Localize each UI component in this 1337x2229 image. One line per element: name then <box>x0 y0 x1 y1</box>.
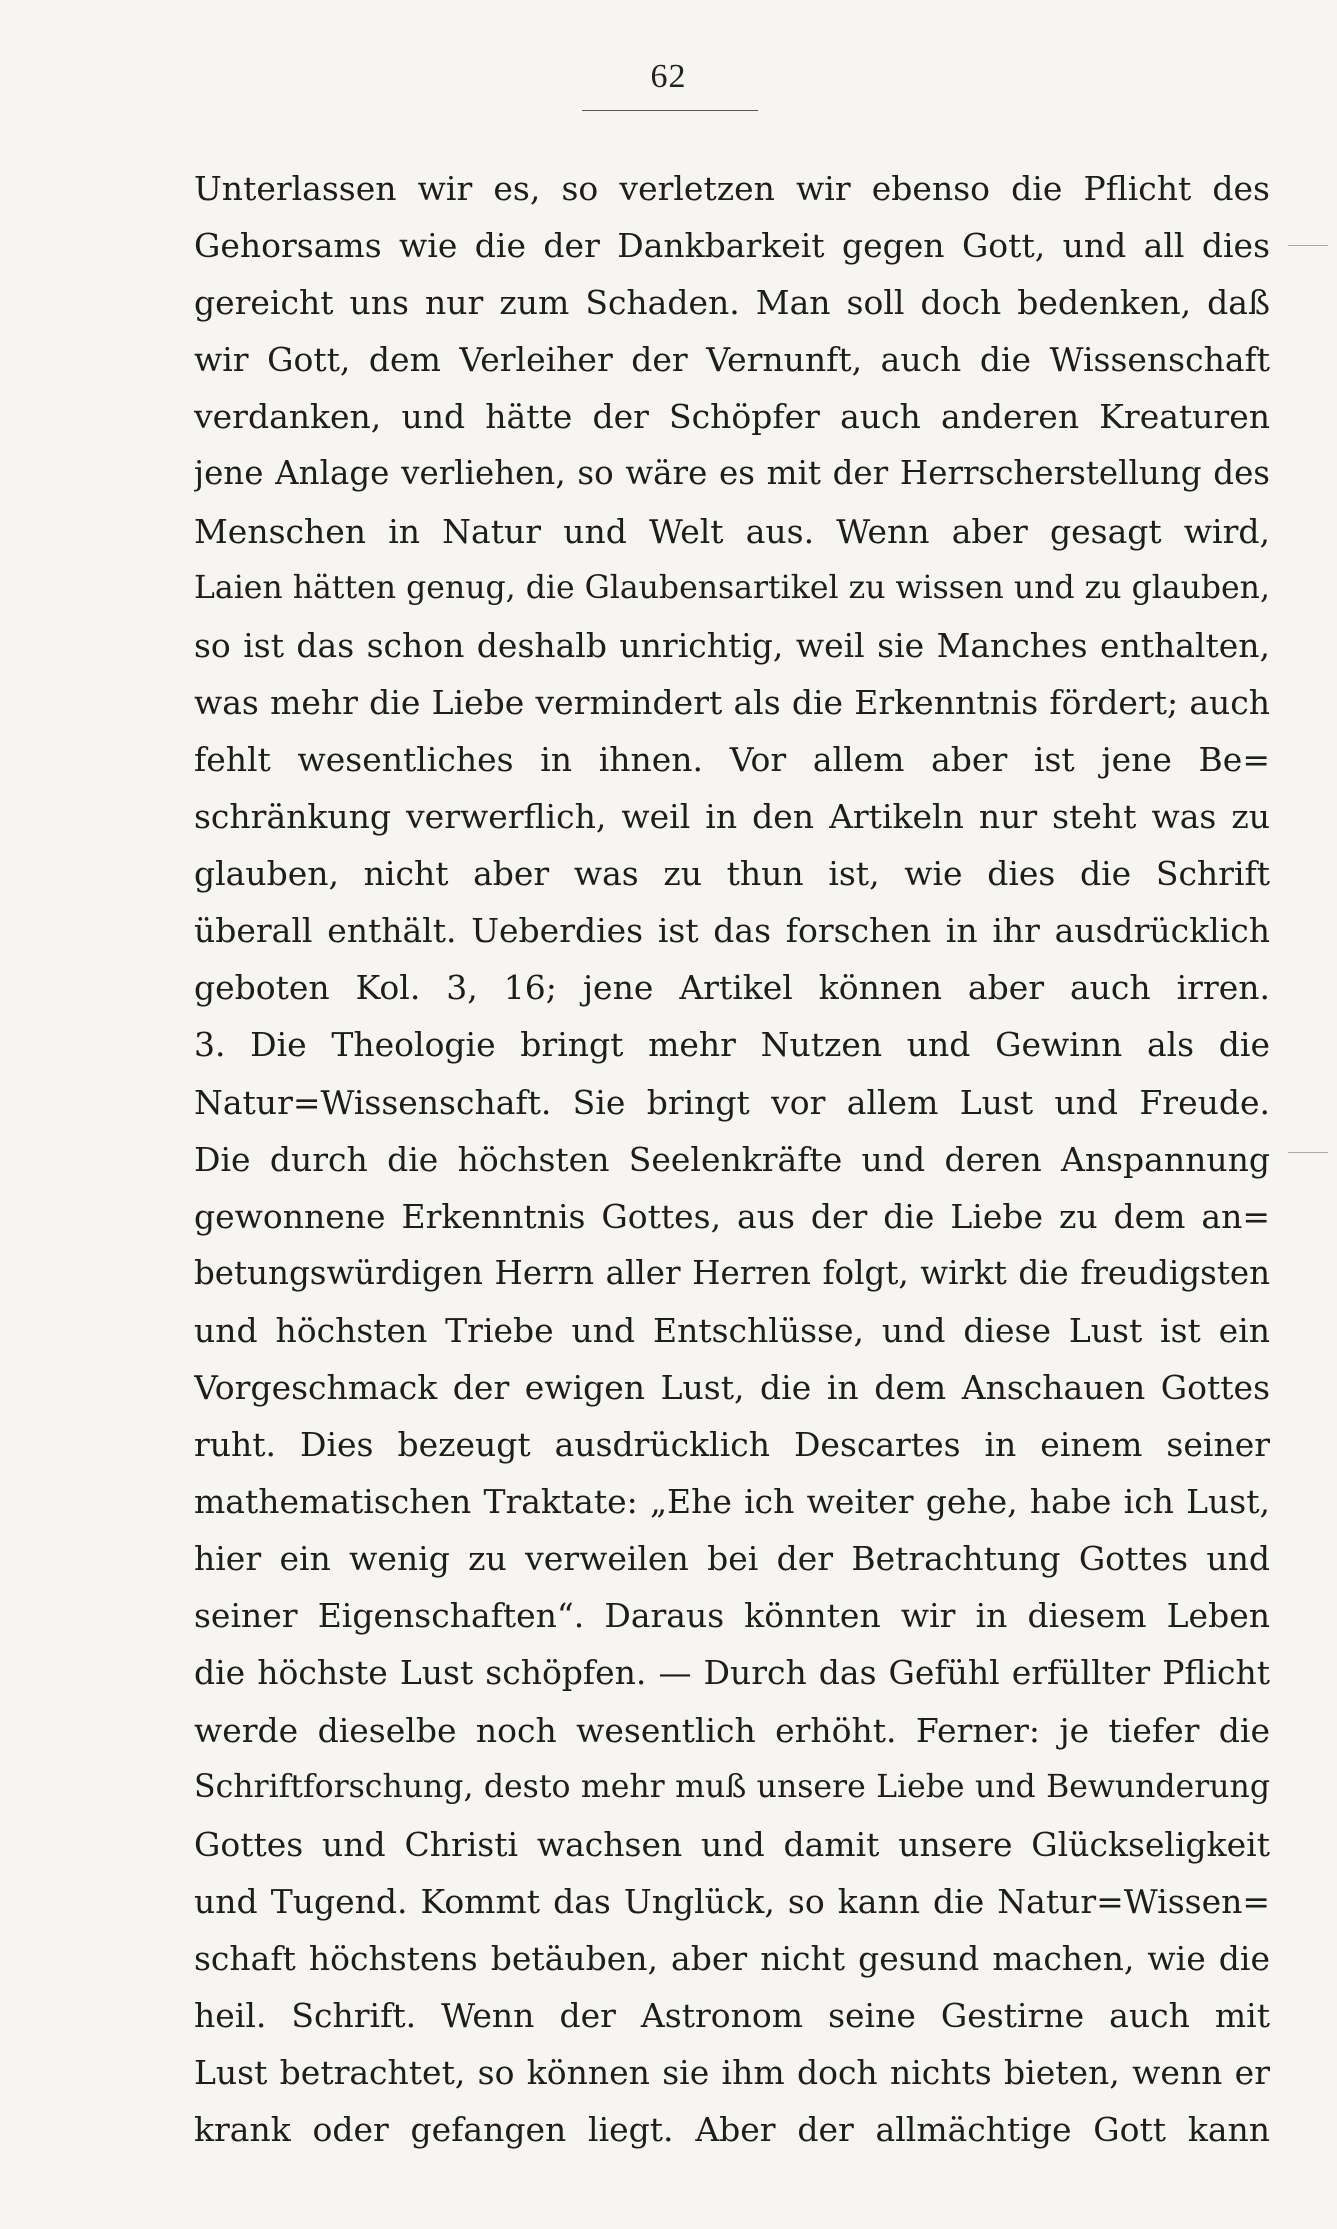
text-line: heil. Schrift. Wenn der Astronom seine Gestirne auch mit <box>194 1996 1270 2035</box>
text-line: krank oder gefangen liegt. Aber der allmächtige Gott kann <box>194 2110 1270 2150</box>
text-line: und Tugend. Kommt das Unglück, so kann die Natur=Wissen= <box>194 1881 1270 1921</box>
edge-mark <box>1288 245 1328 246</box>
text-line: fehlt wesentliches in ihnen. Vor allem aber ist jene Be= <box>194 739 1270 779</box>
text-line: Laien hätten genug, die Glaubensartikel zu wissen und zu glauben, <box>194 569 1270 606</box>
text-line: wir Gott, dem Verleiher der Vernunft, auch die Wissenschaft <box>194 340 1270 380</box>
text-line: jene Anlage verliehen, so wäre es mit der Herrscherstellung des <box>194 454 1270 493</box>
text-line: Natur=Wissenschaft. Sie bringt vor allem Lust und Freude. <box>194 1082 1270 1122</box>
text-line: schaft höchstens betäuben, aber nicht gesund machen, wie die <box>194 1938 1270 1978</box>
text-line: seiner Eigenschaften“. Daraus könnten wir in diesem Leben <box>194 1596 1270 1636</box>
text-line: Die durch die höchsten Seelenkräfte und deren Anspannung <box>194 1139 1270 1179</box>
body-text <box>194 160 1270 2158</box>
text-line: hier ein wenig zu verweilen bei der Betrachtung Gottes und <box>194 1539 1270 1579</box>
text-line: schränkung verwerflich, weil in den Artikeln nur steht was zu <box>194 797 1270 837</box>
text-line: überall enthält. Ueberdies ist das forschen in ihr ausdrücklich <box>194 911 1270 951</box>
text-line: betungswürdigen Herrn aller Herren folgt, wirkt die freudigsten <box>194 1253 1270 1292</box>
text-line: mathematischen Traktate: „Ehe ich weiter gehe, habe ich Lust, <box>194 1482 1270 1522</box>
text-line: verdanken, und hätte der Schöpfer auch anderen Kreaturen <box>194 397 1270 437</box>
text-line: Lust betrachtet, so können sie ihm doch nichts bieten, wenn er <box>194 2053 1270 2093</box>
text-line: Vorgeschmack der ewigen Lust, die in dem Anschauen Gottes <box>194 1367 1270 1407</box>
text-line: die höchste Lust schöpfen. — Durch das Gefühl erfüllter Pflicht <box>194 1653 1270 1693</box>
text-line: Unterlassen wir es, so verletzen wir ebenso die Pflicht des <box>194 169 1270 208</box>
text-line: gereicht uns nur zum Schaden. Man soll doch bedenken, daß <box>194 283 1270 323</box>
text-line: 3. Die Theologie bringt mehr Nutzen und Gewinn als die <box>194 1025 1270 1065</box>
header-rule <box>582 110 758 111</box>
text-line: und höchsten Triebe und Entschlüsse, und diese Lust ist ein <box>194 1310 1270 1350</box>
text-line: geboten Kol. 3, 16; jene Artikel können aber auch irren. <box>194 968 1270 1008</box>
page-number: 62 <box>650 58 687 95</box>
text-line: werde dieselbe noch wesentlich erhöht. Ferner: je tiefer die <box>194 1710 1270 1750</box>
text-line: Gehorsams wie die der Dankbarkeit gegen Gott, und all dies <box>194 226 1270 266</box>
text-line: ruht. Dies bezeugt ausdrücklich Descartes in einem seiner <box>194 1425 1270 1465</box>
text-line: glauben, nicht aber was zu thun ist, wie dies die Schrift <box>194 854 1270 894</box>
text-line: gewonnene Erkenntnis Gottes, aus der die Liebe zu dem an= <box>194 1196 1270 1236</box>
text-line: was mehr die Liebe vermindert als die Erkenntnis fördert; auch <box>194 682 1270 722</box>
text-line: so ist das schon deshalb unrichtig, weil sie Manches enthalten, <box>194 625 1270 665</box>
text-line: Gottes und Christi wachsen und damit unsere Glückseligkeit <box>194 1824 1270 1864</box>
edge-mark <box>1288 1152 1328 1153</box>
text-line: Menschen in Natur und Welt aus. Wenn aber gesagt wird, <box>194 511 1270 551</box>
text-line: Schriftforschung, desto mehr muß unsere Liebe und Bewunderung <box>194 1768 1270 1805</box>
